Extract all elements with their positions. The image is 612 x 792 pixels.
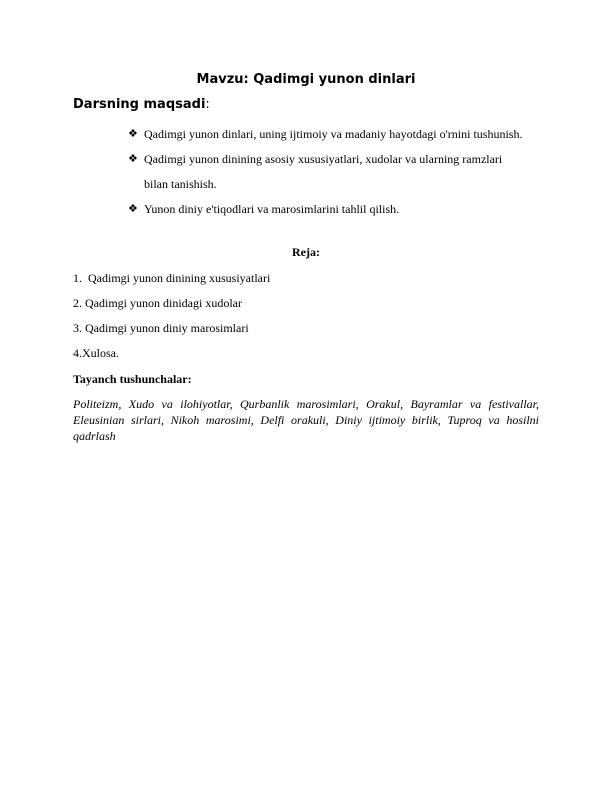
key-terms-heading: Tayanch tushunchalar:: [73, 372, 192, 386]
plan-list: [73, 266, 270, 366]
goal-item: [128, 147, 528, 197]
goal-item-text: Qadimgi yunon dinining asosiy xususiyatlari, xudolar va ularning ramzlari bilan tanishish.: [144, 152, 503, 191]
plan-item: 4.Xulosa.: [73, 346, 119, 360]
diamond-bullet-icon: ❖: [128, 203, 138, 215]
diamond-bullet-icon: ❖: [128, 153, 138, 165]
goal-item: [128, 122, 528, 147]
document-title: Mavzu: Qadimgi yunon dinlari: [196, 72, 416, 87]
plan-heading: Reja:: [292, 245, 320, 259]
plan-item: 1. Qadimgi yunon dinining xususiyatlari: [73, 271, 271, 285]
plan-item: 2. Qadimgi yunon dinidagi xudolar: [73, 296, 242, 310]
goal-item-text: Qadimgi yunon dinlari, uning ijtimoiy va madaniy hayotdagi o'rnini tushunish.: [144, 127, 523, 141]
goal-heading: [73, 96, 210, 114]
goal-heading-label: Darsning maqsadi: [73, 97, 206, 112]
goal-item: [128, 197, 528, 222]
goal-heading-suffix: :: [205, 97, 210, 112]
goal-item-text: Yunon diniy e'tiqodlari va marosimlarini tahlil qilish.: [144, 202, 400, 216]
diamond-bullet-icon: ❖: [128, 128, 138, 140]
goal-list: [128, 122, 528, 222]
key-terms-paragraph: Politeizm, Xudo va ilohiyotlar, Qurbanlik marosimlari, Orakul, Bayramlar va festivallar, Eleusinian sirlari, Nikoh marosimi, Delfi orakuli, Diniy ijtimoiy birlik, Tuproq va hosilni qadrlash: [73, 397, 539, 443]
plan-item: 3. Qadimgi yunon diniy marosimlari: [73, 321, 249, 335]
